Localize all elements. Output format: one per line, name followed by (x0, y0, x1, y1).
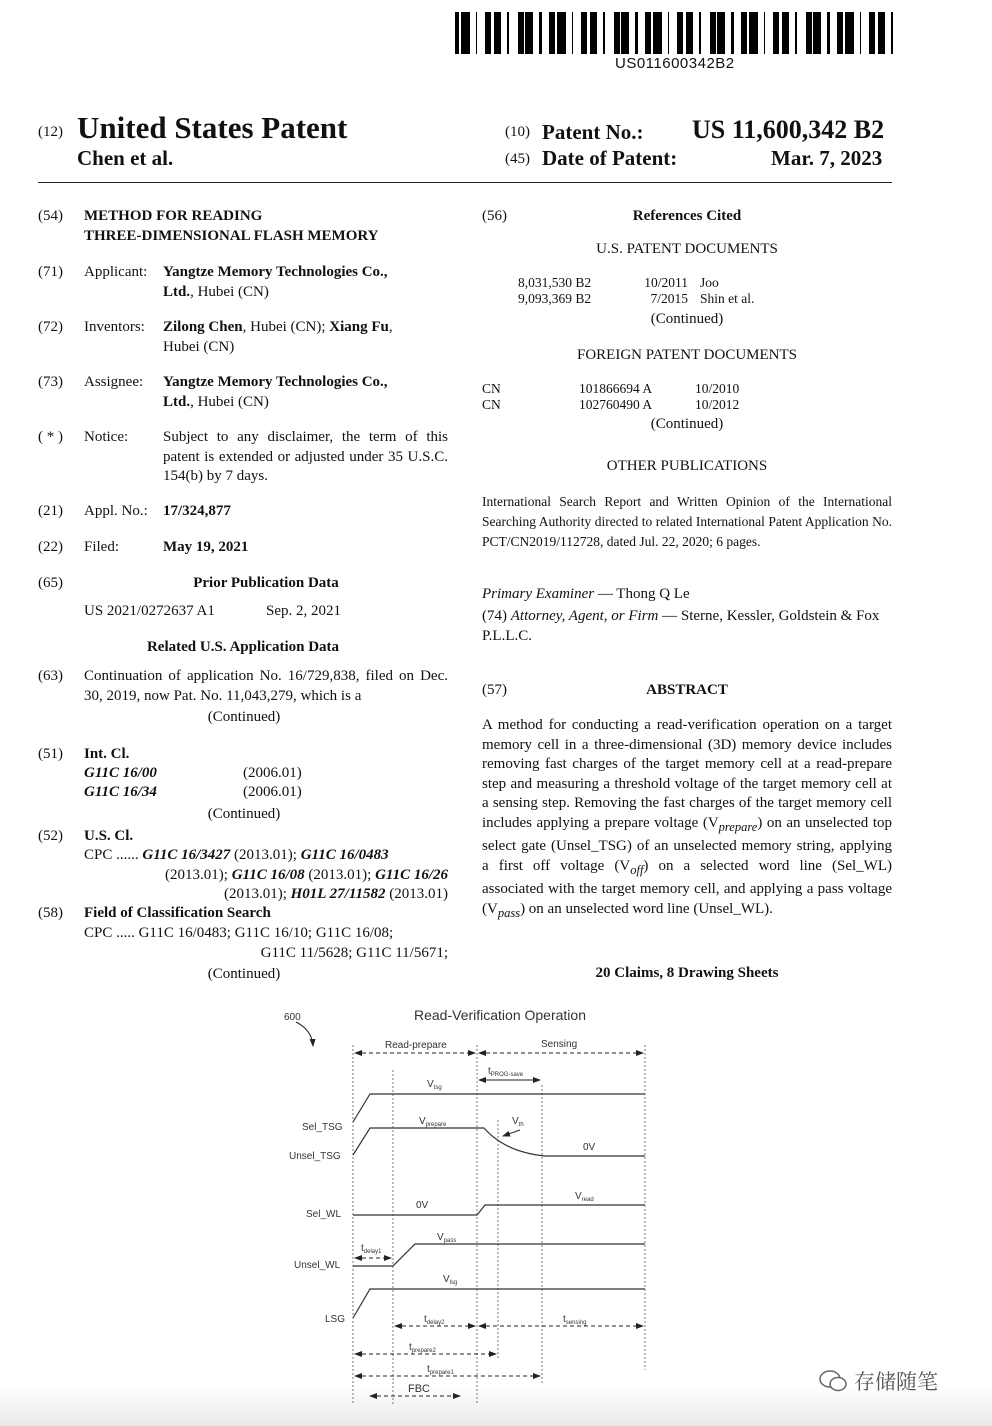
assignee-name2: Ltd. (163, 393, 191, 410)
doc-date: 10/2010 (695, 381, 740, 396)
code-58: (58) (38, 905, 63, 921)
label-unsel-wl: Unsel_WL (294, 1260, 341, 1271)
other-heading: OTHER PUBLICATIONS (606, 458, 768, 474)
inventor-2: Xiang Fu (329, 319, 389, 335)
intcl-version: (2006.01) (243, 765, 302, 781)
cpc-code: G11C 16/0483 (300, 847, 389, 863)
related-heading: Related U.S. Application Data (146, 639, 340, 655)
sel-tsg-wave (353, 1094, 645, 1122)
appl-no: 17/324,877 (163, 503, 231, 519)
field-line: G11C 11/5628; G11C 11/5671; (260, 944, 448, 961)
continued-link[interactable]: (Continued) (207, 709, 281, 725)
intcl-code: G11C 16/34 (84, 784, 157, 800)
watermark (818, 1366, 938, 1396)
uscl-label: U.S. Cl. (84, 828, 134, 844)
continuation-text: Continuation of application No. 16/729,838, filed on Dec. 30, 2019, now Pat. No. 11,043,279, which is a (84, 668, 448, 704)
code-notice: ( * ) (38, 429, 63, 445)
cpc-prefix: CPC ...... (84, 847, 139, 863)
patent-date: Mar. 7, 2023 (771, 146, 883, 170)
label-vlsg: $V_{lsg}$ (443, 1274, 458, 1286)
intcl-code: G11C 16/00 (84, 765, 157, 781)
notice-text: Subject to any disclaimer, the term of this patent is extended or adjusted under 35 U.S.C. 154(b) by 7 days. (163, 429, 448, 484)
time-arrows (296, 1022, 643, 1396)
cpc-version: (2013.01); (165, 866, 232, 883)
doc-name: Shin et al. (700, 291, 755, 306)
label-tprepare2: $t_{prepare2}$ (409, 1342, 436, 1354)
inventors-label: Inventors: (84, 319, 145, 335)
label-sel-tsg: Sel_TSG (302, 1122, 343, 1133)
patent-no: US 11,600,342 B2 (692, 115, 885, 144)
code-12: (12) (38, 124, 63, 140)
doc-type: United States Patent (77, 110, 348, 145)
claims-count: 20 Claims, 8 Drawing Sheets (595, 965, 779, 981)
inventor-1: Zilong Chen (163, 319, 243, 335)
label-sel-wl: Sel_WL (306, 1209, 342, 1220)
code-72: (72) (38, 319, 63, 335)
abstract-text: A method for conducting a read-verification operation on a target memory cell in a three-dimensional (3D) memory device includes removing fast charges of the target memory cell at a read-prepare step and measuring a threshold voltage of the target memory cell at a sensing step. Removing the fast charges of the target memory cell includes applying a prepare voltage $(V_{prepare})$ on an unselected top select gate (Unsel_TSG) of an unselected memory string, applying a first off voltage $(V_{off})$ on a selected word line (Sel_WL) associated with the target memory cell, and applying a pass voltage $(V_{pass})$ on an unselected word line (Unsel_WL). (482, 717, 892, 920)
code-10: (10) (505, 124, 530, 140)
doc-no: 9,093,369 B2 (518, 291, 592, 306)
code-51: (51) (38, 746, 63, 762)
inventor-2-loc2: Hubei (CN) (163, 338, 235, 355)
code-65: (65) (38, 575, 63, 591)
abstract-heading: ABSTRACT (646, 682, 728, 698)
cpc-version: (2013.01); (230, 847, 301, 863)
continued-link[interactable]: (Continued) (207, 966, 281, 982)
label-0v: 0V (416, 1200, 429, 1211)
label-tprepare1: $t_{prepare1}$ (427, 1364, 454, 1376)
code-45: (45) (505, 151, 530, 167)
code-52: (52) (38, 828, 63, 844)
doc-no: 102760490 A (579, 397, 653, 412)
continued-link[interactable]: (Continued) (650, 416, 724, 432)
title-line: THREE-DIMENSIONAL FLASH MEMORY (84, 227, 379, 244)
cpc-version: (2013.01); (304, 866, 376, 883)
watermark-text: 存储随笔 (854, 1370, 938, 1394)
appl-label: Appl. No.: (84, 503, 148, 519)
prior-pub-date: Sep. 2, 2021 (266, 603, 341, 619)
filed-label: Filed: (84, 539, 120, 555)
unsel-tsg-wave (353, 1128, 645, 1156)
unsel-wl-wave (353, 1244, 645, 1266)
assignee-name: Yangtze Memory Technologies Co., (163, 374, 388, 390)
applicant-name2: Ltd. (163, 283, 191, 300)
inventor-2-loc: , (388, 319, 393, 335)
doc-no: 8,031,530 B2 (518, 275, 592, 290)
label-vpass: $V_{pass}$ (437, 1232, 457, 1244)
label-unsel-tsg: Unsel_TSG (289, 1151, 341, 1162)
doc-no: 101866694 A (579, 381, 653, 396)
label-vread: $V_{read}$ (575, 1191, 594, 1203)
label-lsg: LSG (325, 1314, 346, 1325)
label-fbc: FBC (408, 1383, 430, 1395)
continued-link[interactable]: (Continued) (650, 311, 724, 327)
assignee-label: Assignee: (84, 374, 144, 390)
us-docs-heading: U.S. PATENT DOCUMENTS (596, 241, 778, 257)
code-57: (57) (482, 682, 507, 698)
attorney-name: — Sterne, Kessler, Goldstein & Fox P.L.L.C. (482, 608, 880, 644)
applicant-name: Yangtze Memory Technologies Co., (163, 264, 388, 280)
refs-heading: References Cited (632, 208, 742, 224)
label-tsensing: $t_{sensing}$ (563, 1314, 587, 1326)
filed-date: May 19, 2021 (163, 539, 249, 555)
figure-title: Read-Verification Operation (414, 1007, 586, 1023)
phase-sensing: Sensing (541, 1039, 578, 1050)
title-line: METHOD FOR READING (84, 208, 263, 224)
time-gridlines (353, 1045, 645, 1405)
examiner-label: Primary Examiner (482, 586, 595, 602)
label-tdelay1: $t_{delay1}$ (361, 1243, 382, 1255)
code-71: (71) (38, 264, 63, 280)
code-74: (74) (482, 608, 507, 624)
code-56: (56) (482, 208, 507, 224)
doc-country: CN (482, 381, 501, 396)
prior-pub-no: US 2021/0272637 A1 (84, 603, 215, 619)
field-line: CPC ..... G11C 16/0483; G11C 16/10; G11C 16/08; (84, 925, 394, 941)
doc-date: 10/2012 (695, 397, 740, 412)
cpc-version: (2013.01) (385, 886, 448, 902)
cpc-version: (2013.01); (223, 886, 291, 902)
prior-pub-heading: Prior Publication Data (193, 575, 339, 591)
field-label: Field of Classification Search (84, 905, 271, 921)
label-tdelay2: $t_{delay2}$ (424, 1314, 445, 1326)
other-publication: International Search Report and Written Opinion of the International Searching Authority directed to related International Patent Application No. PCT/CN2019/112728, dated Jul. 22, 2020; 6 pages. (482, 494, 892, 549)
barcode-number: US011600342B2 (615, 55, 735, 72)
inventor-1-loc: , Hubei (CN); (242, 319, 330, 335)
doc-name: Joo (700, 275, 719, 290)
label-vth: $V_{th}$ (512, 1116, 524, 1128)
code-73: (73) (38, 374, 63, 390)
phase-read-prepare: Read-prepare (385, 1040, 447, 1051)
cpc-code: G11C 16/3427 (142, 847, 231, 863)
patent-no-label: Patent No.: (542, 120, 644, 144)
label-vprepare: $V_{prepare}$ (419, 1116, 447, 1128)
sel-wl-wave (353, 1205, 645, 1215)
doc-country: CN (482, 397, 501, 412)
applicant-loc: , Hubei (CN) (190, 283, 269, 300)
foreign-heading: FOREIGN PATENT DOCUMENTS (576, 347, 798, 363)
label-0v: 0V (583, 1142, 596, 1153)
label-tprog: $t_{PROG-save}$ (488, 1066, 524, 1078)
attorney-label: Attorney, Agent, or Firm (510, 608, 659, 624)
lsg-wave (353, 1289, 645, 1318)
figure-ref: 600 (284, 1012, 301, 1023)
cpc-code: H01L 27/11582 (290, 886, 386, 902)
cpc-code: G11C 16/08 (231, 866, 305, 883)
wechat-icon (818, 1368, 848, 1394)
code-21: (21) (38, 503, 63, 519)
continued-link[interactable]: (Continued) (207, 806, 281, 822)
doc-date: 10/2011 (644, 275, 688, 290)
doc-date: 7/2015 (650, 291, 688, 306)
intcl-label: Int. Cl. (84, 746, 130, 762)
inventor-short: Chen et al. (77, 146, 174, 170)
code-63: (63) (38, 668, 63, 684)
intcl-version: (2006.01) (243, 784, 302, 800)
applicant-label: Applicant: (84, 264, 148, 280)
examiner-name: — Thong Q Le (594, 586, 690, 602)
assignee-loc: , Hubei (CN) (190, 393, 269, 410)
label-vtsg: $V_{tsg}$ (427, 1079, 442, 1091)
cpc-code: G11C 16/26 (375, 866, 448, 883)
code-54: (54) (38, 208, 63, 224)
date-label: Date of Patent: (542, 146, 678, 170)
waveforms (353, 1094, 645, 1318)
notice-label: Notice: (84, 429, 129, 445)
code-22: (22) (38, 539, 63, 555)
